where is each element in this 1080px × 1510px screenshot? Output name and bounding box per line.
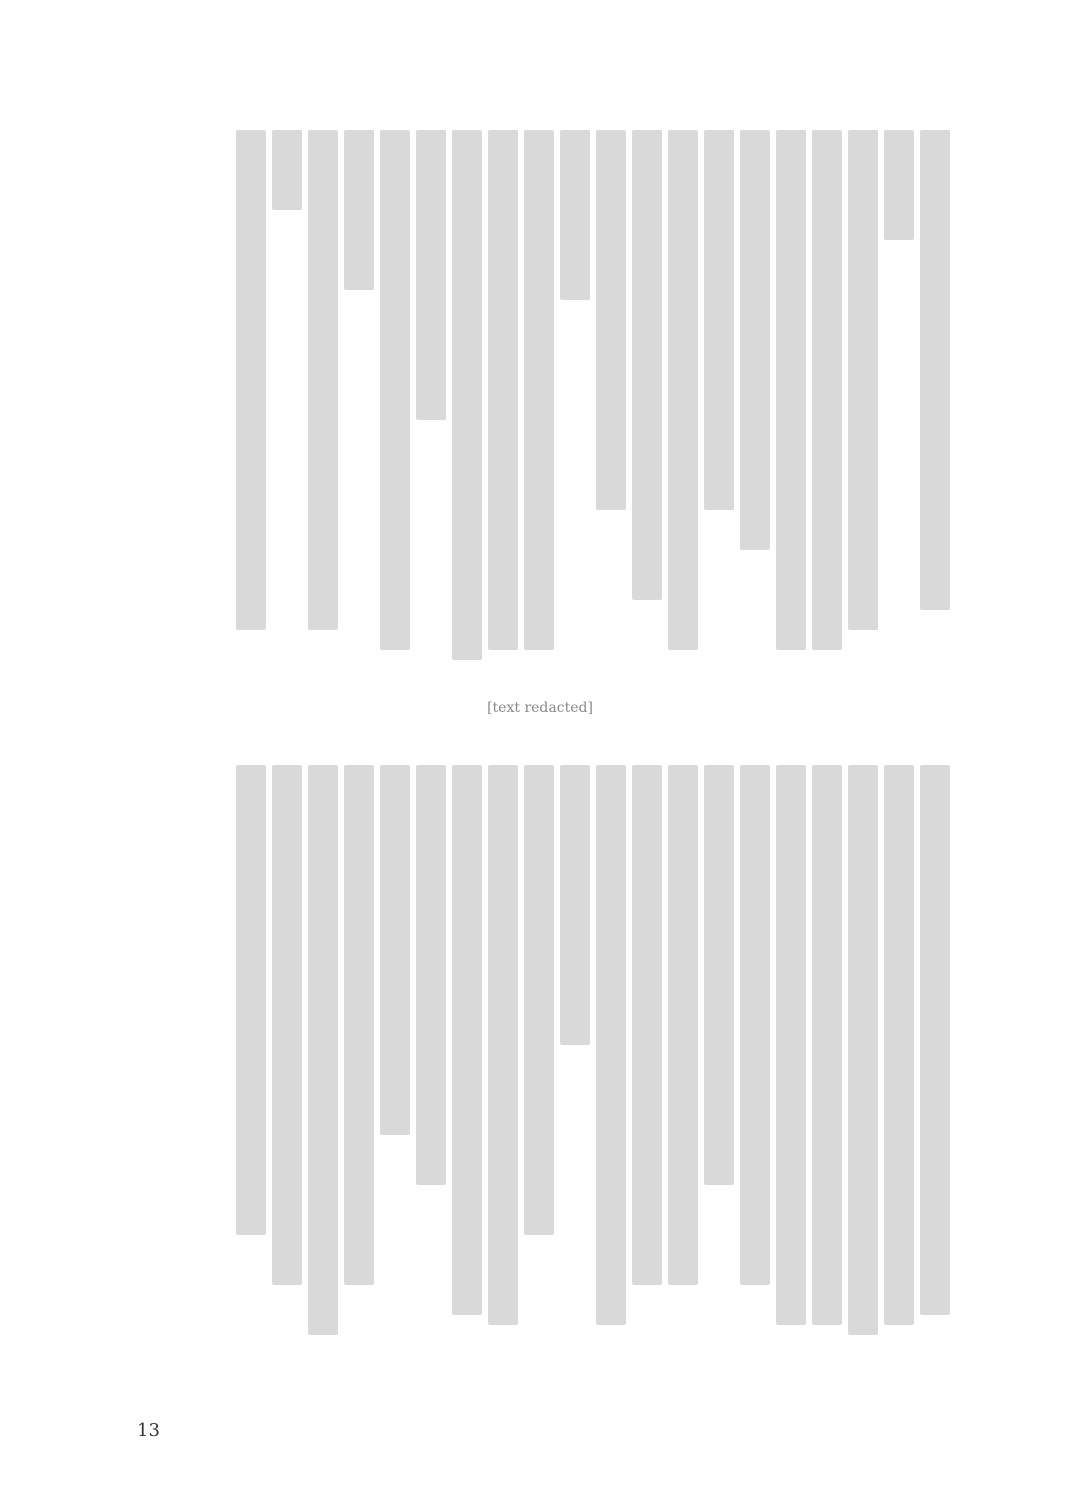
redacted-text-column [848,130,878,630]
redacted-text-column [560,130,590,300]
redacted-text-column [884,765,914,1325]
redacted-text-column [920,130,950,610]
redacted-text-column [236,130,266,630]
redacted-text-column [416,130,446,420]
redacted-text-column [236,765,266,1235]
upper-text-block [236,130,950,660]
redacted-text-column [812,130,842,650]
redacted-text-column [272,765,302,1285]
redacted-text-column [884,130,914,240]
redacted-text-column [380,765,410,1135]
redacted-text-column [776,765,806,1325]
redacted-text-column [596,130,626,510]
redacted-text-column [632,765,662,1285]
redacted-text-column [344,765,374,1285]
redaction-notice: [text redacted] [487,700,593,716]
redacted-text-column [668,130,698,650]
redacted-text-column [452,765,482,1315]
redacted-text-column [272,130,302,210]
redacted-text-column [308,765,338,1335]
redacted-text-column [488,765,518,1325]
redacted-text-column [416,765,446,1185]
redacted-text-column [632,130,662,600]
redacted-text-column [704,765,734,1185]
redacted-text-column [740,130,770,550]
redacted-text-column [668,765,698,1285]
redacted-text-column [740,765,770,1285]
redacted-text-column [920,765,950,1315]
redacted-text-column [848,765,878,1335]
page-number: 13 [137,1420,160,1441]
redacted-text-column [704,130,734,510]
redacted-text-column [776,130,806,650]
redacted-text-column [344,130,374,290]
redacted-text-column [524,765,554,1235]
redacted-text-column [488,130,518,650]
redacted-text-column [524,130,554,650]
redacted-text-column [380,130,410,650]
redacted-text-column [596,765,626,1325]
redacted-text-column [452,130,482,660]
redacted-text-column [308,130,338,630]
redacted-text-column [560,765,590,1045]
lower-text-block [236,765,950,1335]
redacted-text-column [812,765,842,1325]
